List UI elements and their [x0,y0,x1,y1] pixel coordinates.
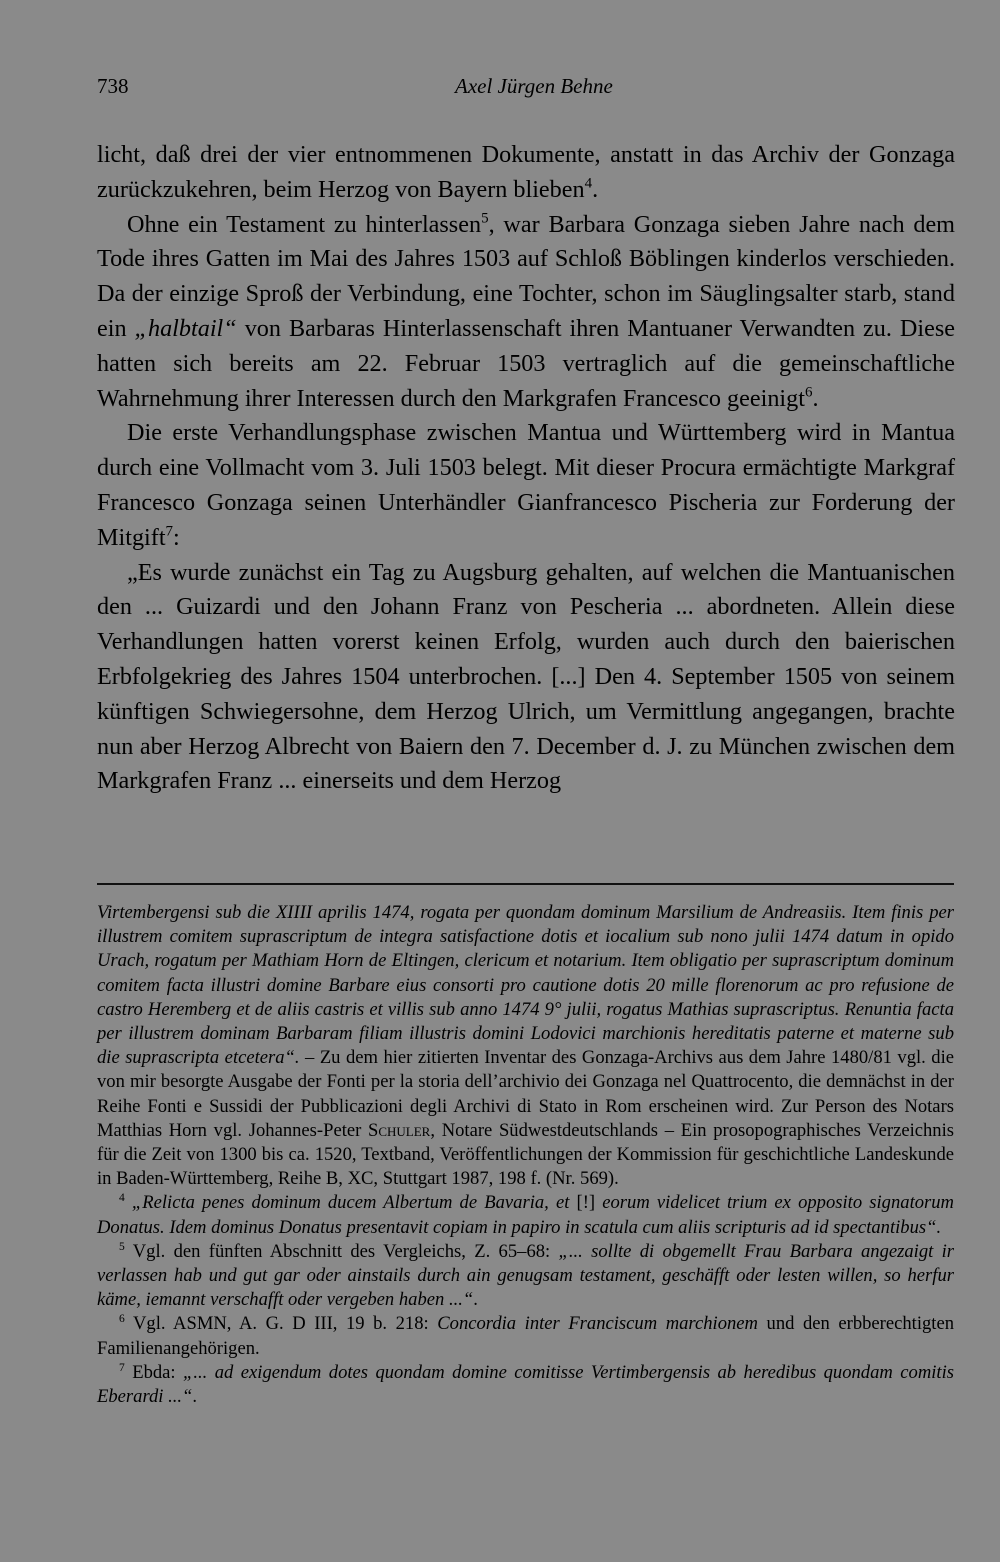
footnote-number: 4 [119,1192,125,1205]
paragraph-text: licht, daß drei der vier entnommenen Dokumente, anstatt in das Archiv der Gonzaga zurückzukehren, beim Herzog von Bayern blieben [97,141,955,203]
footnote-number: 6 [119,1313,125,1326]
footnote-text: Concordia inter Franciscum marchionem [437,1313,758,1335]
footnote-4 [97,1191,954,1239]
footnote-text: Vgl. den fünften Abschnitt des Vergleichs, Z. 65–68: [132,1240,559,1262]
footnote-text: „... ad exigendum dotes quondam domine comitisse Vertimbergensis ab heredibus quondam comitis Eberardi ...“ [97,1361,954,1408]
footnote-5 [97,1240,954,1313]
paragraph-text: : [173,523,180,551]
footnote-ref-5: 5 [481,210,489,227]
footnote-text: „... sollte di obgemellt Frau Barbara angezaigt ir verlassen hab und gut gar oder ainstails durch ain genugsam testament, geschäfft oder lesten willen, so herfur käme, iemannt verschafft oder vergeben haben ...“ [97,1240,954,1311]
footnote-text: [!] [576,1192,596,1214]
paragraph-text: von Barbaras Hinterlassenschaft ihren Mantuaner Verwandten zu. Diese hatten sich bereits am 22. Februar 1503 vertraglich auf die gemeinschaftliche Wahrnehmung ihrer Interessen durch den Markgrafen Francesco geeinigt [97,314,955,412]
footnote-6 [97,1312,954,1360]
footnotes [97,901,954,1409]
footnote-text: Ebda: [132,1361,184,1383]
footnote-ref-4: 4 [584,175,593,192]
footnote-continued [97,901,954,1191]
footnote-text: und den erbberechtigten Familienangehörigen. [97,1313,954,1359]
running-header [97,74,954,106]
footnote-latin-text: Virtembergensi sub die XIIII aprilis 1474, rogata per quondam dominum Marsilium de Andreasiis. Item finis per illustrem comitem suprascriptum de integra satisfactione dotis et iocalium sub nono julii 1474 datum in opido Urach, rogatum per Mathiam Horn de Eltingen, clericum et notarium. Item obligatio per suprascriptum dominum comitem facta illustri domine Barbare eius consorti pro cautione dotis 20 mille florenorum ac pro refusione de castro Heremberg et de aliis castris et villis sub anno 1474 9° julii, rogatus Mathias suprascriptus. Renuntia facta per illustrem dominam Barbaram filiam illustris domini Lodovici marchionis hereditatis paterne et materne sub die suprascripta etcetera“. [97,902,954,1069]
paragraph-text: , war Barbara Gonzaga sieben Jahre nach dem Tode ihres Gatten im Mai des Jahres 1503 auf Schloß Böblingen kinderlos verschieden. Da der einzige Sproß der Verbindung, eine Tochter, schon im Säuglingsalter starb, stand ein [97,210,955,342]
footnote-7 [97,1361,954,1409]
author-name: Schuler [368,1119,431,1141]
footnote-separator [97,883,954,885]
main-text [97,138,955,799]
running-title: Axel Jürgen Behne [455,74,613,98]
paragraph-continued [97,138,955,208]
footnote-text: . [473,1289,478,1311]
paragraph-testament [97,208,955,417]
footnote-text: „Relicta penes dominum ducem Albertum de Bavaria, et [131,1192,577,1214]
paragraph-text: Ohne ein Testament zu hinterlassen [127,210,482,238]
paragraph-text: Die erste Verhandlungsphase zwischen Mantua und Württemberg wird in Mantua durch eine Vollmacht vom 3. Juli 1503 belegt. Mit dieser Procura ermächtigte Markgraf Francesco Gonzaga seinen Unterhändler Gianfrancesco Pischeria zur Forderung der Mitgift [97,419,955,551]
paragraph-negotiation [97,416,955,555]
footnote-number: 5 [119,1240,125,1253]
footnote-text: , Notare Südwestdeutschlands – Ein prosopographisches Verzeichnis für die Zeit von 1300 bis ca. 1520, Textband, Veröffentlichungen der Kommission für geschichtliche Landeskunde in Baden-Württemberg, Reihe B, XC, Stuttgart 1987, 198 f. (Nr. 569). [97,1119,954,1190]
footnote-text: – Zu dem hier zitierten Inventar des Gonzaga-Archivs aus dem Jahre 1480/81 vgl. die von mir besorgte Ausgabe der Fonti per la storia dell’archivio dei Gonzaga nel Quattrocento, die demnächst in der Reihe Fonti e Sussidi der Pubblicazioni degli Archivi di Stato in Rom erscheinen wird. Zur Person des Notars Matthias Horn vgl. Johannes-Peter [97,1047,955,1141]
footnote-number: 7 [119,1361,125,1374]
footnote-text: Vgl. ASMN, A. G. D III, 19 b. 218: [132,1313,438,1335]
block-quote: „Es wurde zunächst ein Tag zu Augsburg gehalten, auf welchen die Mantuanischen den ... Guizardi und den Johann Franz von Pescheria ... abordneten. Allein diese Verhandlungen hatten vorerst keinen Erfolg, wurden auch durch den baierischen Erbfolgekrieg des Jahres 1504 unterbrochen. [...] Den 4. September 1505 von seinem künftigen Schwiegersohne, dem Herzog Ulrich, um Vermittlung angegangen, brachte nun aber Herzog Albrecht von Baiern den 7. December d. J. zu München zwischen dem Markgrafen Franz ... einerseits und dem Herzog [97,558,955,795]
paragraph-text: . [592,175,599,203]
quoted-term: „halbtail“ [134,314,237,342]
page-number: 738 [97,74,129,98]
footnote-text: . [192,1386,198,1408]
footnote-ref-6: 6 [804,384,813,401]
footnote-ref-7: 7 [165,523,174,540]
footnote-text: eorum videlicet trium ex opposito signatorum Donatus. Idem dominus Donatus presentavit copiam in papiro in scatula cum aliis scripturis ad id spectantibus“. [97,1192,954,1238]
paragraph-text: . [812,384,819,412]
